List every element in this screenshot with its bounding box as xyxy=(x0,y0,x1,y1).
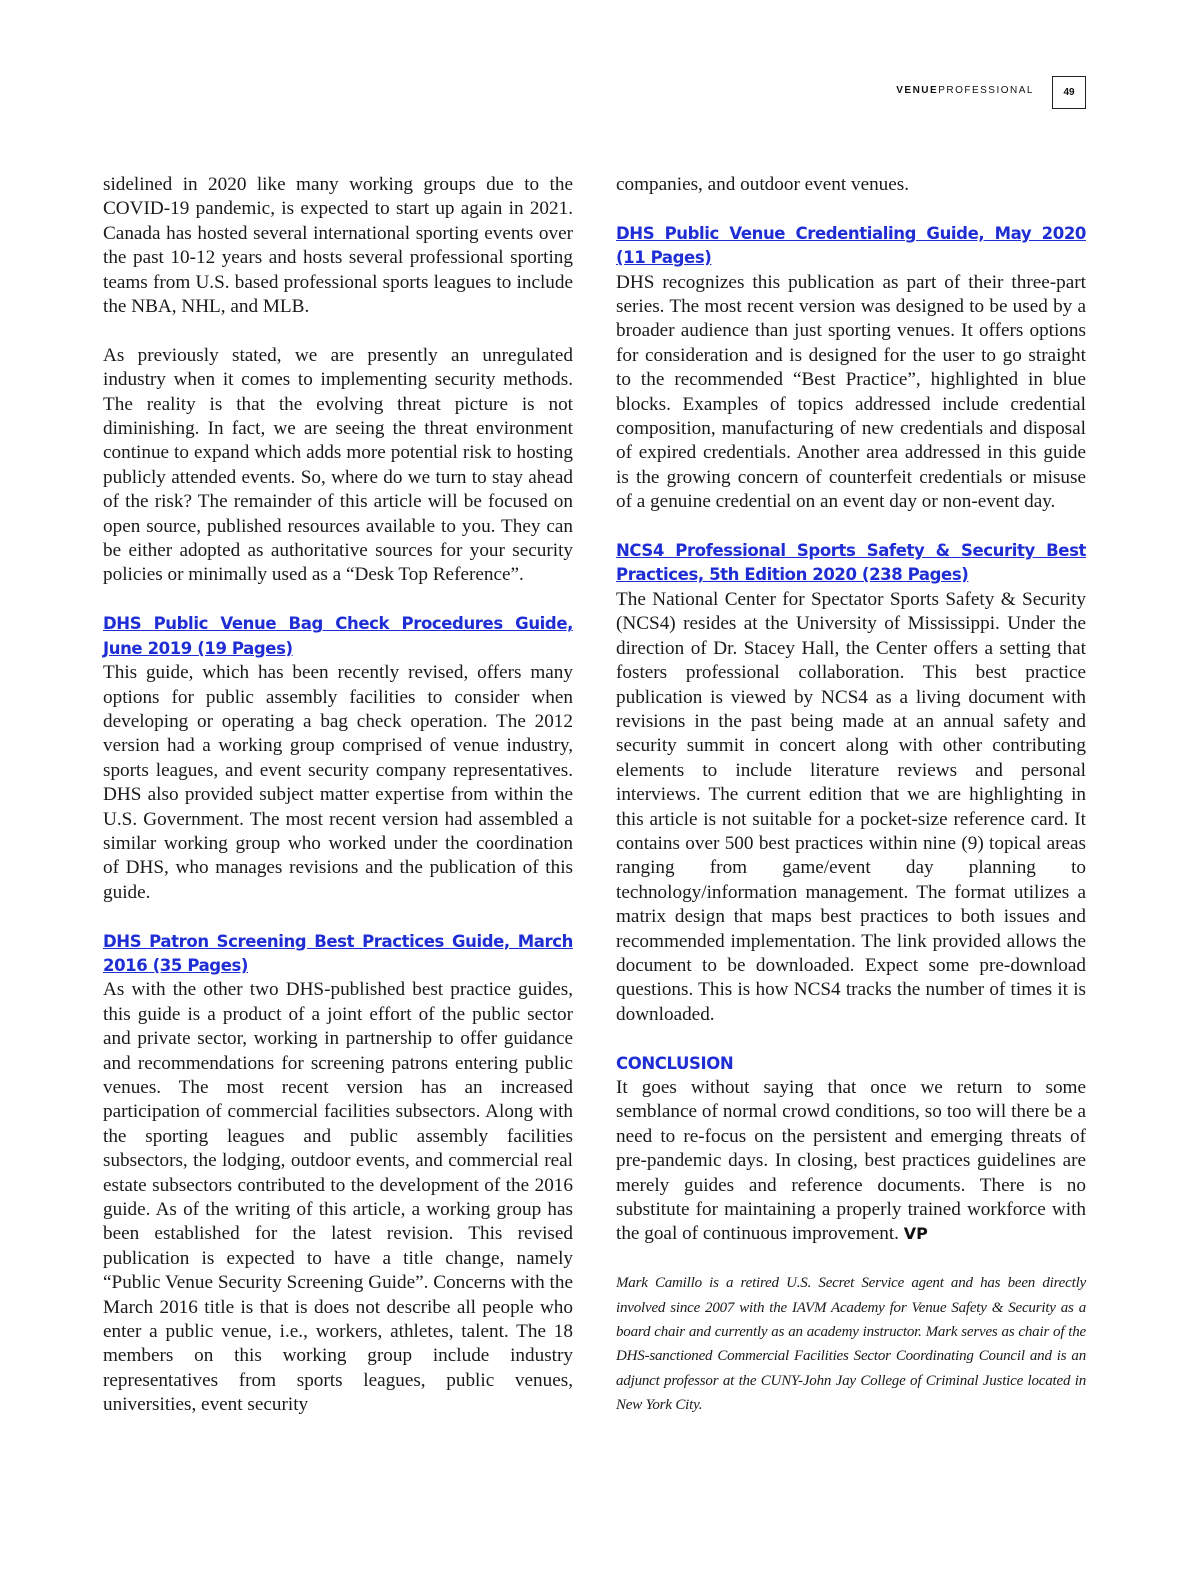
patron-screening-guide-link[interactable]: DHS Patron Screening Best Practices Guide, March 2016 (35 Pages) xyxy=(103,931,573,975)
brand-light: PROFESSIONAL xyxy=(938,85,1034,96)
intro-paragraph: sidelined in 2020 like many working groups due to the COVID-19 pandemic, is expected to start up again in 2021. Canada has hosted several international sporting events over the past 10-12 years and hosts several professional sporting teams from U.S. based professional sports leagues to include the NBA, NHL, and MLB. xyxy=(103,174,573,318)
credentialing-guide-body: DHS recognizes this publication as part of their three-part series. The most recent version was designed to be used by a broader audience than just sporting venues. It offers options for consideration and is designed for the user to go straight to the recommended “Best Practice”, highlighted in blue blocks. Examples of topics addressed include credential composition, manufacturing of new credentials and disposal of expired credentials. Another area addressed in this guide is the growing concern of counterfeit credentials or misuse of a genuine credential on an event day or non-event day. xyxy=(616,271,1086,513)
patron-screening-guide-body: As with the other two DHS-published best practice guides, this guide is a product of a joint effort of the public sector and private sector, working in partnership to offer guidance and recommendations for screening patrons entering public venues. The most recent version has an increased participation of commercial facilities subsectors. Along with the sporting leagues and public assembly facilities subsectors, the lodging, outdoor events, and commercial real estate subsectors contributed to the development of the 2016 guide. As of the writing of this article, a working group has been established for the latest revision. This revised publication is expected to have a title change, namely “Public Venue Security Screening Guide”. Concerns with the March 2016 title is that is does not describe all people who enter a public venue, i.e., workers, athletes, talent. The 18 members on this working group include industry representatives from sports leagues, public venues, universities, event security xyxy=(103,979,573,1416)
brand-bold: VENUE xyxy=(896,85,939,96)
ncs4-best-practices-body: The National Center for Spectator Sports Safety & Security (NCS4) resides at the University of Mississippi. Under the direction of Dr. Stacey Hall, the Center offers a setting that fosters professional collaboration. This best practice publication is viewed by NCS4 as a living document with revisions in the past being made at an annual safety and security summit in concert along with other contributing elements to include literature reviews and personal interviews. The current edition that we are highlighting in this article is not suitable for a pocket-size reference card. It contains over 500 best practices within nine (9) topical areas ranging from game/event day planning to technology/information management. The format utilizes a matrix design that maps best practices to both issues and recommended implementation. The link provided allows the document to be downloaded. Expect some pre-download questions. This is how NCS4 tracks the number of times it is downloaded. xyxy=(616,588,1086,1025)
running-head xyxy=(880,76,1086,109)
conclusion-text: It goes without saying that once we return to some semblance of normal crowd conditions, so too will there be a need to re-focus on the persistent and emerging threats of pre-pandemic days. In closing, best practices guidelines are merely guides and reference documents. There is no substitute for maintaining a properly trained workforce with the goal of continuous improvement. xyxy=(616,1076,1086,1245)
page-number: 49 xyxy=(1052,76,1086,109)
left-column xyxy=(103,173,573,1418)
bag-check-guide-body: This guide, which has been recently revised, offers many options for public assembly facilities to consider when developing or operating a bag check operation. The 2012 version had a working group comprised of venue industry, sports leagues, and event security company representatives. DHS also provided subject matter expertise from within the U.S. Government. The most recent version had assembled a similar working group who worked under the coordination of DHS, who manages revisions and the publication of this guide. xyxy=(103,662,573,903)
credentialing-guide-link[interactable]: DHS Public Venue Credentialing Guide, May 2020 (11 Pages) xyxy=(616,223,1086,268)
continuation-paragraph: companies, and outdoor event venues. xyxy=(616,174,910,195)
end-mark: VP xyxy=(903,1224,928,1244)
right-column xyxy=(616,173,1086,1418)
conclusion-heading: CONCLUSION xyxy=(616,1053,734,1073)
ncs4-best-practices-link[interactable]: NCS4 Professional Sports Safety & Security Best Practices, 5th Edition 2020 (238 Pages) xyxy=(616,541,1086,585)
conclusion-body xyxy=(616,1076,1086,1247)
bag-check-guide-link[interactable]: DHS Public Venue Bag Check Procedures Guide, June 2019 (19 Pages) xyxy=(103,614,573,658)
author-bio: Mark Camillo is a retired U.S. Secret Service agent and has been directly involved since 2007 with the IAVM Academy for Venue Safety & Security as a board chair and currently as an academy instructor. Mark serves as chair of the DHS-sanctioned Commercial Facilities Sector Coordinating Council and is an adjunct professor at the CUNY-John Jay College of Criminal Justice located in New York City. xyxy=(616,1275,1086,1414)
context-paragraph: As previously stated, we are presently an unregulated industry when it comes to implementing security methods. The reality is that the evolving threat picture is not diminishing. In fact, we are seeing the threat environment continue to expand which adds more potential risk to hosting publicly attended events. So, where do we turn to stay ahead of the risk? The remainder of this article will be focused on open source, published resources available to you. They can be either adopted as authoritative sources for your security policies or minimally used as a “Desk Top Reference”. xyxy=(103,344,573,586)
publication-name xyxy=(896,85,1034,96)
